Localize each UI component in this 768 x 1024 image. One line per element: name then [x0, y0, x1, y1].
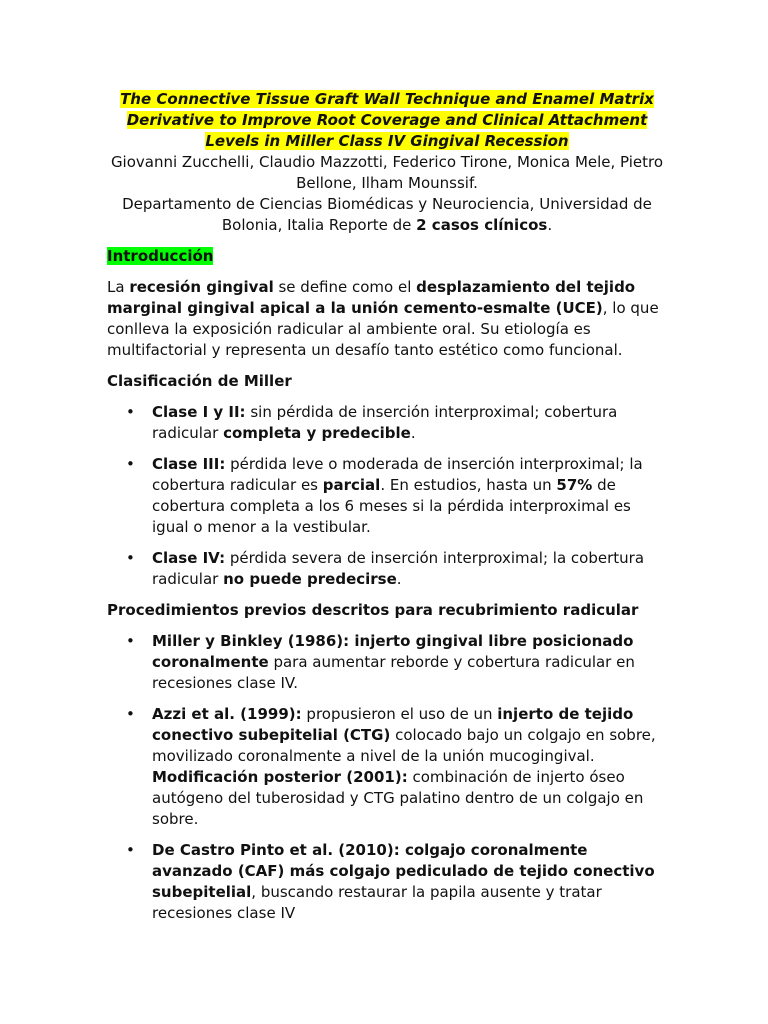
- procedures-list: [107, 631, 667, 924]
- case-count: 2 casos clínicos: [416, 216, 548, 234]
- bullet-icon: •: [126, 841, 135, 859]
- miller-heading: Clasificación de Miller: [107, 372, 292, 390]
- procedures-heading: Procedimientos previos descritos para recubrimiento radicular: [107, 601, 639, 619]
- title-line-3: Levels in Miller Class IV Gingival Recession: [205, 132, 569, 150]
- title-line-1: The Connective Tissue Graft Wall Technique and Enamel Matrix: [120, 90, 654, 108]
- header-block: [107, 89, 667, 236]
- bullet-icon: •: [126, 455, 135, 473]
- document-content: [107, 89, 667, 924]
- bullet-icon: •: [126, 549, 135, 567]
- miller-list: [107, 402, 667, 590]
- list-item: • Clase I y II: sin pérdida de inserción interproximal; cobertura radicular completa y predecible.: [126, 403, 618, 442]
- list-item: • Miller y Binkley (1986): injerto gingival libre posicionado coronalmente para aumentar reborde y cobertura radicular en recesiones clase IV.: [126, 632, 635, 692]
- list-item: • Clase IV: pérdida severa de inserción interproximal; la cobertura radicular no puede predecirse.: [126, 549, 645, 588]
- list-item: • De Castro Pinto et al. (2010): colgajo coronalmente avanzado (CAF) más colgajo pediculado de tejido conectivo subepitelial, buscando restaurar la papila ausente y tratar recesiones clase IV: [126, 841, 655, 922]
- title-line-2: Derivative to Improve Root Coverage and Clinical Attachment: [126, 111, 648, 129]
- affiliation: Departamento de Ciencias Biomédicas y Neurociencia, Universidad de Bolonia, Italia Reporte de 2 casos clínicos.: [122, 195, 652, 234]
- authors: Giovanni Zucchelli, Claudio Mazzotti, Federico Tirone, Monica Mele, Pietro Bellone, Ilham Mounssif.: [110, 153, 664, 192]
- bullet-icon: •: [126, 632, 135, 650]
- bullet-icon: •: [126, 705, 135, 723]
- intro-heading: Introducción: [107, 247, 214, 265]
- bullet-icon: •: [126, 403, 135, 421]
- list-item: • Azzi et al. (1999): propusieron el uso de un injerto de tejido conectivo subepitelial (CTG) colocado bajo un colgajo en sobre, movilizado coronalmente a nivel de la unión mucogingival. Modificación posterior (2001): combinación de injerto óseo autógeno del tuberosidad y CTG palatino dentro de un colgajo en sobre.: [126, 705, 656, 828]
- intro-paragraph: La recesión gingival se define como el desplazamiento del tejido marginal gingival apical a la unión cemento-esmalte (UCE), lo que conlleva la exposición radicular al ambiente oral. Su etiología es multifactorial y representa un desafío tanto estético como funcional.: [107, 278, 659, 359]
- list-item: • Clase III: pérdida leve o moderada de inserción interproximal; la cobertura radicular es parcial. En estudios, hasta un 57% de cobertura completa a los 6 meses si la pérdida interproximal es igual o menor a la vestibular.: [126, 455, 643, 536]
- paper-title: [107, 89, 667, 152]
